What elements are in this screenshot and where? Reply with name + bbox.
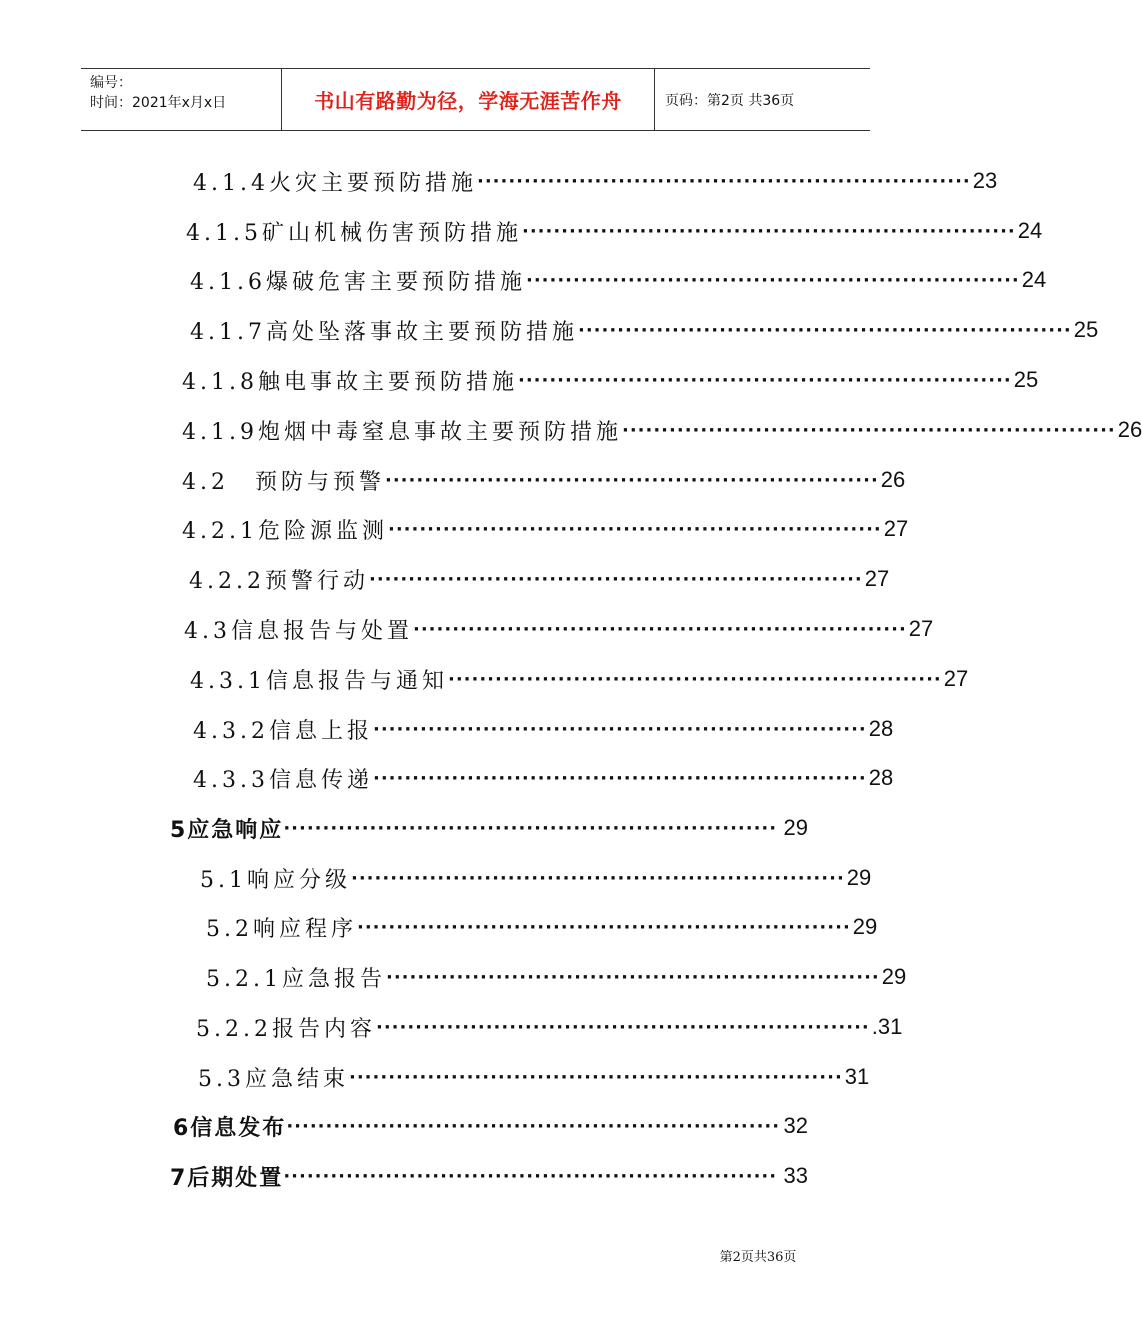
toc-entry-label: 4.3.1信息报告与通知: [190, 668, 448, 694]
toc-entry[interactable]: [190, 662, 969, 696]
toc-entry-label: 4.1.9炮烟中毒窒息事故主要预防措施: [182, 419, 622, 445]
toc-entry[interactable]: [173, 1109, 808, 1143]
toc-leader-dots: ·······························································: [283, 1165, 778, 1187]
toc-entry[interactable]: [193, 761, 894, 795]
toc-entry-label: 5.2.2报告内容: [196, 1016, 376, 1042]
toc-entry-label: 4.1.7高处坠落事故主要预防措施: [190, 319, 578, 345]
toc-entry[interactable]: [189, 562, 890, 596]
toc-entry-page: 29: [783, 815, 808, 840]
toc-leader-dots: ·······························································: [517, 369, 1012, 391]
toc-leader-dots: ·······························································: [357, 916, 851, 938]
toc-entry[interactable]: [193, 712, 894, 746]
toc-entry-label: 4.1.4火灾主要预防措施: [193, 170, 477, 196]
toc-leader-dots: ·······························································: [283, 817, 778, 839]
toc-entry-label: 5.2响应程序: [206, 916, 357, 942]
footer-page-info: 第2页共36页: [719, 1250, 797, 1265]
toc-entry-page: 26: [880, 467, 906, 492]
toc-entry[interactable]: [170, 811, 808, 845]
toc-entry[interactable]: [170, 1159, 808, 1193]
toc-entry-label: 4.3.3信息传递: [193, 767, 373, 793]
toc-entry-page: 27: [943, 666, 969, 691]
page-footer: [0, 1246, 950, 1265]
toc-entry[interactable]: [198, 1060, 870, 1094]
toc-entry-label: 5.2.1应急报告: [206, 966, 386, 992]
time-label: 时间：2021年x月x日: [90, 95, 227, 111]
toc-entry-page: 27: [908, 616, 934, 641]
toc-entry-label: 4.3.2信息上报: [193, 718, 373, 744]
toc-entry-label: 6信息发布: [173, 1115, 287, 1141]
toc-leader-dots: ·······························································: [521, 220, 1016, 242]
toc-entry[interactable]: [184, 612, 934, 646]
toc-entry[interactable]: [206, 910, 878, 944]
toc-entry-page: 29: [852, 914, 878, 939]
toc-entry[interactable]: [182, 363, 1039, 397]
toc-entry-page: 23: [972, 168, 998, 193]
toc-entry[interactable]: [182, 512, 909, 546]
toc-entry[interactable]: [196, 1010, 903, 1044]
toc-entry-page: 25: [1073, 317, 1099, 342]
toc-leader-dots: ·······························································: [372, 767, 867, 789]
toc-entry-label: 5.3应急结束: [198, 1066, 349, 1092]
number-label: 编号：: [90, 75, 132, 91]
toc-leader-dots: ·······························································: [447, 668, 942, 690]
toc-entry-page: 29: [846, 865, 872, 890]
toc-entry[interactable]: [182, 413, 1142, 447]
toc-entry-label: 4.2.1危险源监测: [182, 518, 388, 544]
toc-entry-page: 29: [881, 964, 907, 989]
toc-leader-dots: ·······························································: [387, 518, 882, 540]
toc-entry-label: 5应急响应: [170, 817, 284, 843]
toc-entry[interactable]: [186, 214, 1043, 248]
toc-entry-label: 4.1.6爆破危害主要预防措施: [190, 269, 526, 295]
motto: 书山有路勤为径，学海无涯苦作舟: [281, 69, 655, 130]
toc-entry[interactable]: [193, 164, 998, 198]
toc-leader-dots: ·······························································: [621, 419, 1116, 441]
toc-entry-page: 27: [883, 516, 909, 541]
toc-leader-dots: ·······························································: [375, 1016, 870, 1038]
toc-leader-dots: ·······························································: [413, 618, 907, 640]
toc-entry-label: 4.1.8触电事故主要预防措施: [182, 369, 518, 395]
toc-leader-dots: ·······························································: [349, 1066, 843, 1088]
header-page-info: 页码：第2页 共36页: [665, 92, 795, 109]
toc-leader-dots: ·······························································: [385, 966, 880, 988]
toc-entry-page: 28: [868, 716, 894, 741]
toc-entry-label: 5.1响应分级: [200, 867, 351, 893]
toc-entry[interactable]: [190, 313, 1099, 347]
toc-leader-dots: ·······························································: [351, 867, 845, 889]
toc-entry-page: 32: [783, 1113, 808, 1138]
toc-leader-dots: ·······························································: [525, 269, 1020, 291]
toc-entry-label: 4.3信息报告与处置: [184, 618, 413, 644]
toc-entry[interactable]: [182, 463, 906, 497]
toc-entry-label: 4.1.5矿山机械伤害预防措施: [186, 220, 522, 246]
toc-entry-label: 7后期处置: [170, 1165, 284, 1191]
toc-entry-page: 24: [1017, 218, 1043, 243]
toc-entry[interactable]: [200, 861, 872, 895]
toc-leader-dots: ·······························································: [385, 469, 879, 491]
toc-entry-page: 31: [844, 1064, 870, 1089]
toc-leader-dots: ·······························································: [476, 170, 971, 192]
toc-entry-page: 24: [1021, 267, 1047, 292]
toc-entry-page: .31: [871, 1014, 903, 1039]
toc-entry[interactable]: [190, 263, 1047, 297]
toc-leader-dots: ·······························································: [372, 718, 867, 740]
toc-leader-dots: ·······························································: [368, 568, 863, 590]
toc-leader-dots: ·······························································: [286, 1115, 781, 1137]
toc-entry-label: 4.2 预防与预警: [182, 469, 385, 495]
toc-entry-label: 4.2.2预警行动: [189, 568, 369, 594]
toc-entry-page: 26: [1117, 417, 1142, 442]
toc-leader-dots: ·······························································: [577, 319, 1072, 341]
toc-entry-page: 25: [1013, 367, 1039, 392]
toc-entry[interactable]: [206, 960, 907, 994]
toc-entry-page: 27: [864, 566, 890, 591]
toc-entry-page: 28: [868, 765, 894, 790]
toc-entry-page: 33: [783, 1163, 808, 1188]
